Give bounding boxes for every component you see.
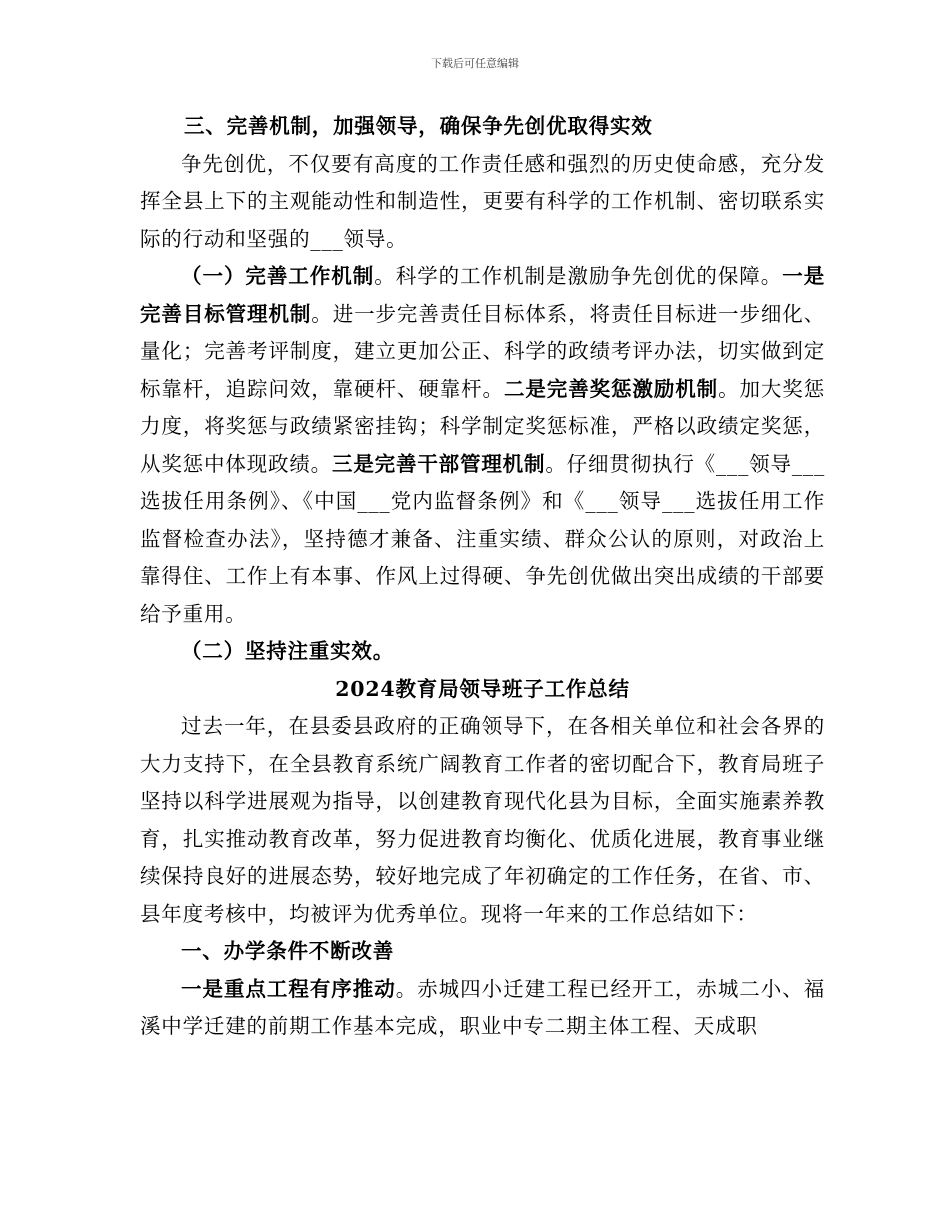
document-body: [140, 108, 825, 1046]
subheading: （一）完善工作机制: [181, 264, 375, 288]
paragraph: [140, 258, 825, 633]
document-title: 2024教育局领导班子工作总结: [335, 676, 630, 701]
text: 。进一步完善责任目标体系，将责任目标进一步细化、量化；完善考评制度，建立更加公正、科学的政绩考评办法，切实做到定标靠杆，追踪问效，靠硬杆、硬靠杆。: [140, 301, 825, 401]
paragraph: 过去一年，在县委县政府的正确领导下，在各相关单位和社会各界的大力支持下，在全县教育系统广阔教育工作者的密切配合下，教育局班子坚持以科学进展观为指导，以创建教育现代化县为目标，全面实施素养教育，扎实推动教育改革，努力促进教育均衡化、优质化进展，教育事业继续保持良好的进展态势，较好地完成了年初确定的工作任务，在省、市、县年度考核中，均被评为优秀单位。现将一年来的工作总结如下：: [140, 714, 825, 926]
text: 。科学的工作机制是激励争先创优的保障。: [374, 264, 783, 288]
bold-lead: 一是完善目标管理机制: [140, 264, 825, 326]
text: 。仔细贯彻执行《___领导___选拔任用条例》、《中国___党内监督条例》和《___领导___选拔任用工作监督检查办法》，坚持德才兼备、注重实绩、群众公认的原则，对政治上靠得住、工作上有本事、作风上过得硬、争先创优做出突出成绩的干部要给予重用。: [140, 451, 825, 626]
bold-lead: 二是完善奖惩激励机制: [503, 376, 719, 401]
page-header: 下载后可任意编辑: [431, 57, 519, 70]
subheading: （二）坚持注重实效。: [181, 639, 394, 663]
paragraph: 争先创优，不仅要有高度的工作责任感和强烈的历史使命感，充分发挥全县上下的主观能动性和制造性，更要有科学的工作机制、密切联系实际的行动和坚强的___领导。: [140, 151, 825, 251]
text: 。赤城四小迁建工程已经开工，赤城二小、福溪中学迁建的前期工作基本完成，职业中专二期主体工程、天成职: [140, 976, 826, 1038]
text: 。加大奖惩力度，将奖惩与政绩紧密挂钩；科学制定奖惩标准，严格以政绩定奖惩，从奖惩中体现政绩。: [140, 376, 825, 476]
section-heading: 三、完善机制，加强领导，确保争先创优取得实效: [184, 114, 653, 138]
bold-lead: 一是重点工程有序推动: [181, 976, 396, 1001]
bold-lead: 三是完善干部管理机制: [332, 451, 546, 476]
paragraph: [140, 971, 825, 1046]
section-heading: 一、办学条件不断改善: [181, 939, 394, 963]
